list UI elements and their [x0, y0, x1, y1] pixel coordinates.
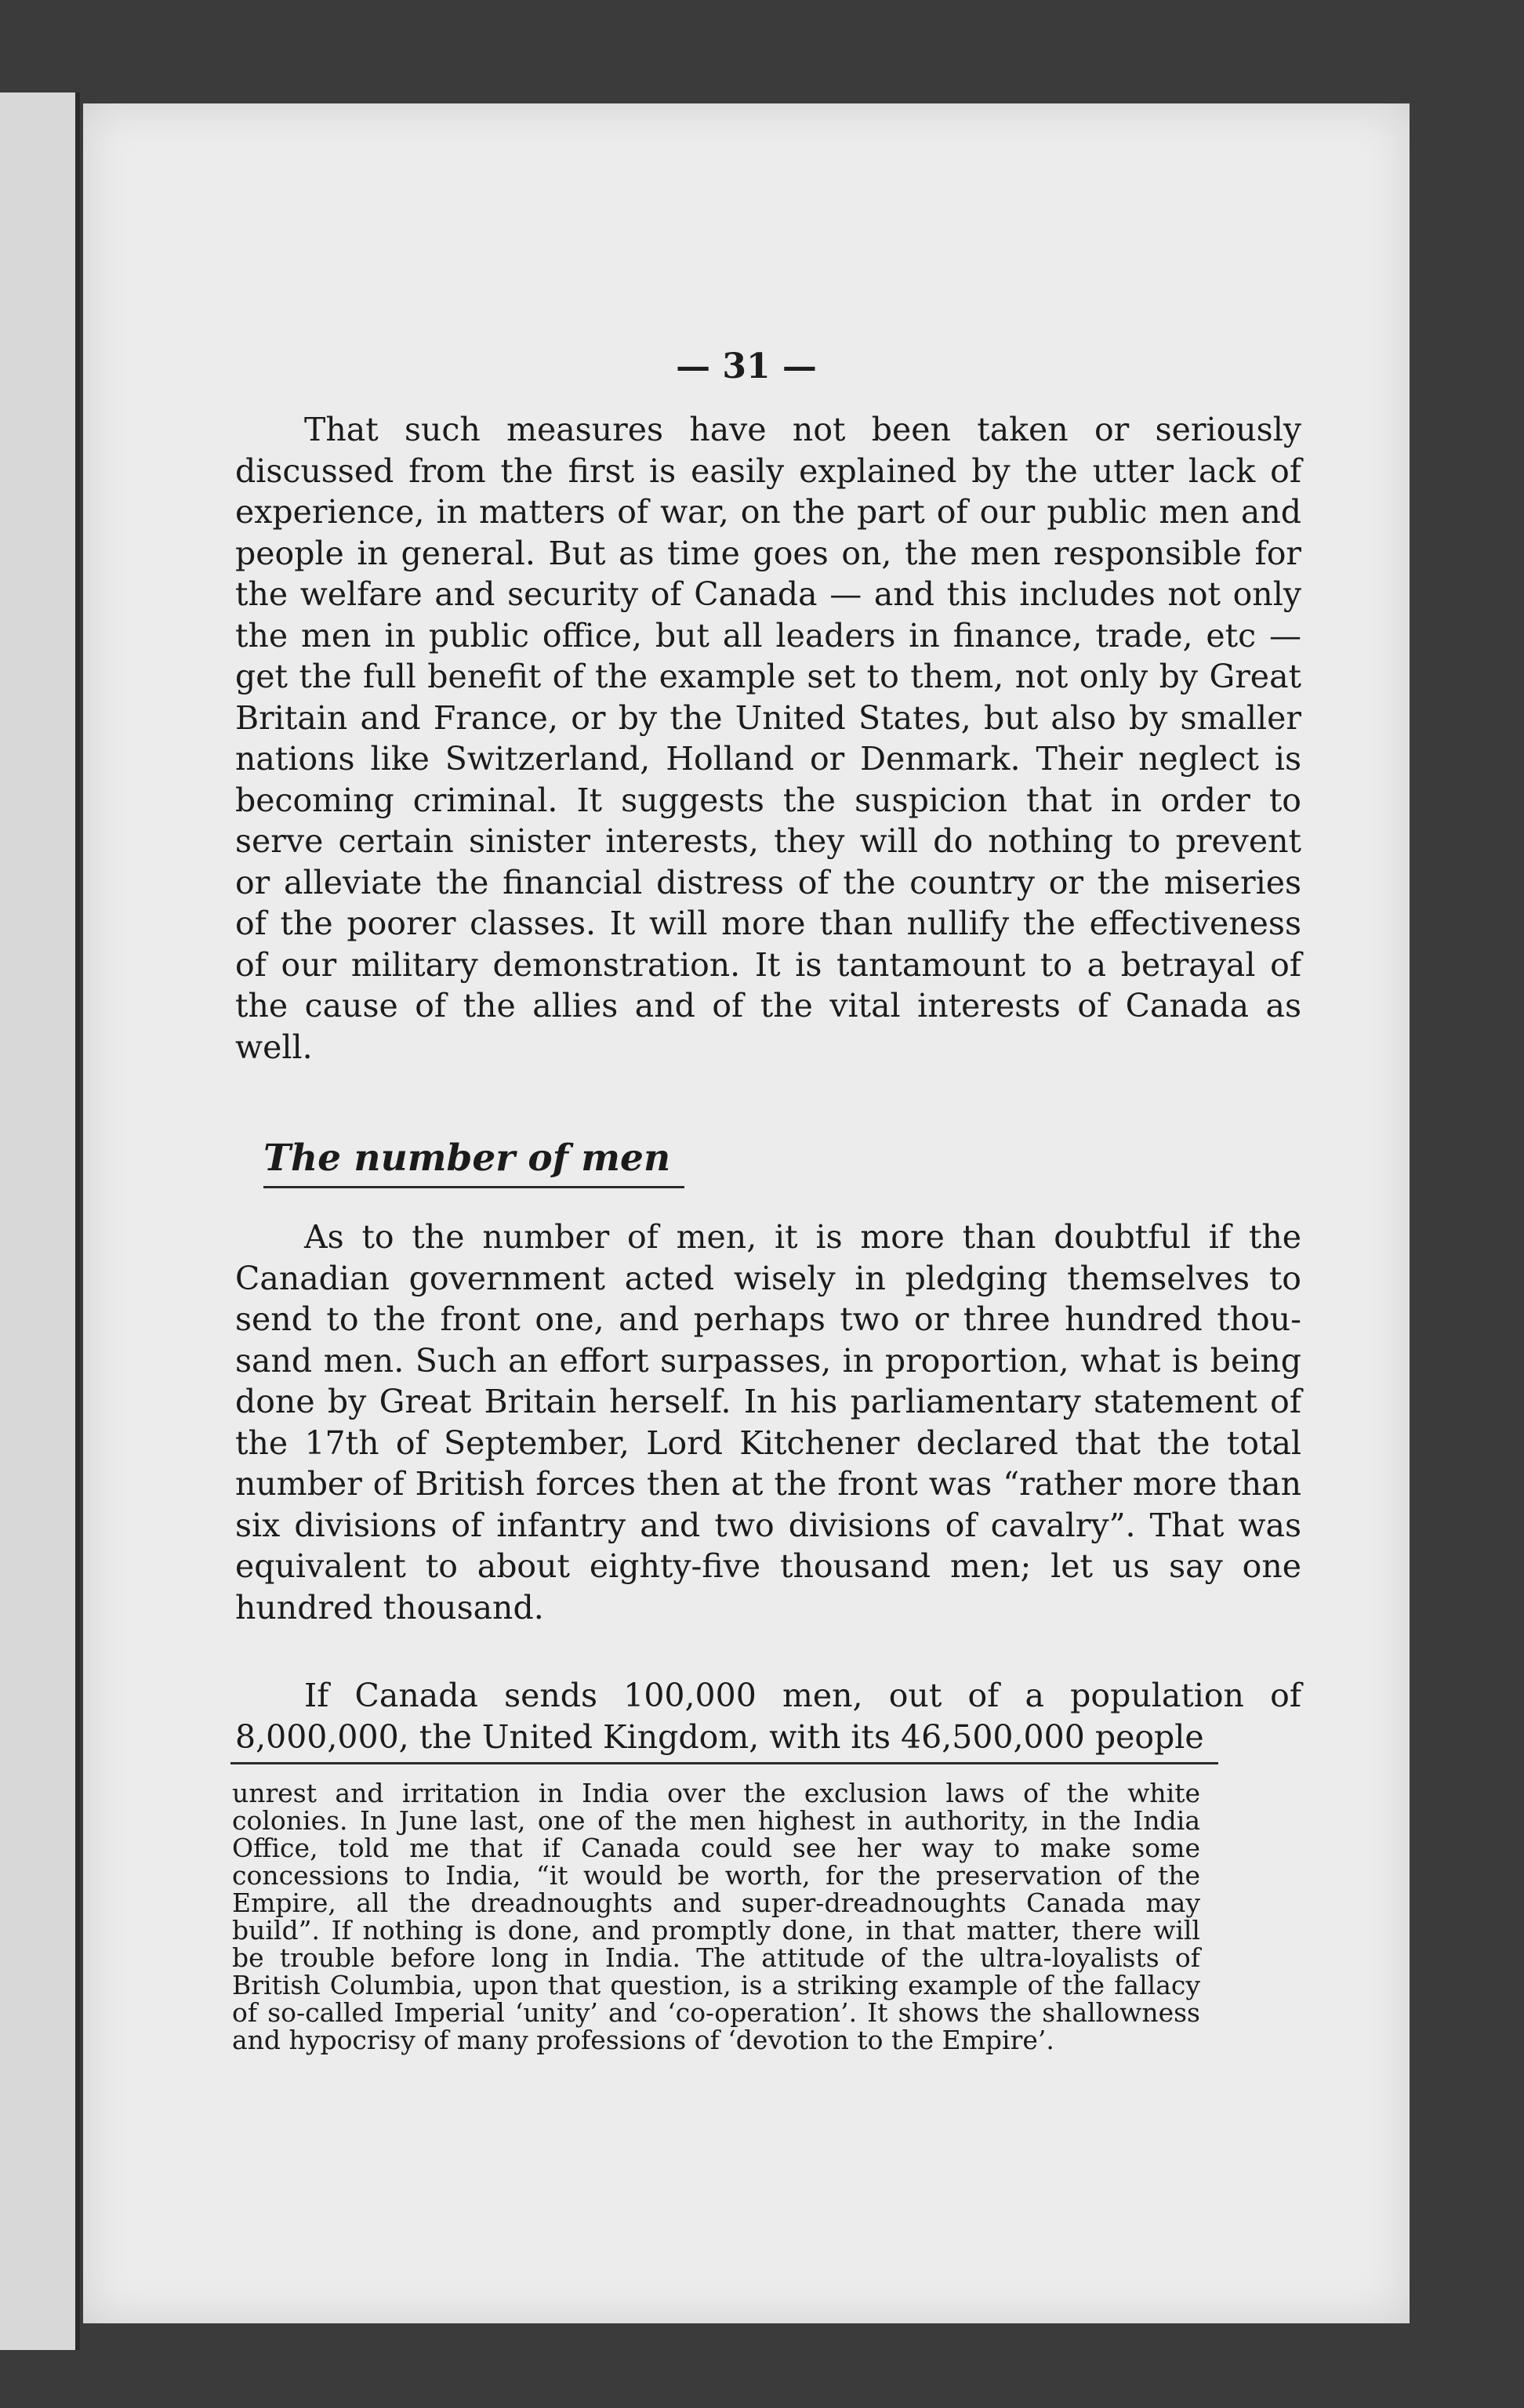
- paragraph-canada-sends: If Canada sends 100,000 men, out of a population of 8,000,000, the United Kingdom, with its 46,500,000 people: [235, 1677, 1301, 1756]
- footnote: unrest and irritation in India over the exclusion laws of the white colonies. In June last, one of the men highest in authority, in the India Office, told me that if Canada could see her way to make some concessions to India, “it would be worth, for the preservation of the Empire, all the dreadnoughts and super-dreadnoughts Canada may build”. If nothing is done, and promptly done, in that matter, there will be trouble before long in India. The attitude of the ultra-loyalists of British Columbia, upon that question, is a striking example of the fallacy of so-called Imperial ‘unity’ and ‘co-operation’. It shows the shallowness and hypocrisy of many professions of ‘devotion to the Empire’.: [232, 1778, 1200, 2055]
- section-heading: The number of men: [263, 1137, 684, 1188]
- facing-page-edge: [0, 92, 80, 2350]
- book-page: [83, 103, 1410, 2323]
- paragraph-measures: That such measures have not been taken or seriously discussed from the first is easily explained by the utter lack of experience, in matters of war, on the part of our public men and people in general. But as time goes on, the men responsible for the welfare and security of Canada — and this includes not only the men in public office, but all leaders in finance, trade, etc — get the full benefit of the example set to them, not only by Great Britain and France, or by the United States, but also by smaller nations like Switzerland, Holland or Denmark. Their neglect is becoming criminal. It suggests the suspicion that in order to serve certain sinister interests, they will do nothing to prevent or alleviate the financial distress of the country or the miseries of the poorer classes. It will more than nullify the effectiveness of our military demonstration. It is tantamount to a betrayal of the cause of the allies and of the vital interests of Canada as well.: [235, 411, 1301, 1066]
- footnote-divider: [230, 1762, 1218, 1764]
- page-number: — 31 —: [676, 346, 817, 386]
- paragraph-number-of-men: As to the number of men, it is more than doubtful if the Canadian government acted wisely in pledging themselves to send to the front one, and perhaps two or three hundred thousand men. Such an effort surpasses, in proportion, what is being done by Great Britain herself. In his parliamentary statement of the 17th of September, Lord Kitchener declared that the total number of British forces then at the front was “rather more than six divisions of infantry and two divisions of cavalry”. That was equivalent to about eighty-five thousand men; let us say one hundred thousand.: [235, 1218, 1301, 1626]
